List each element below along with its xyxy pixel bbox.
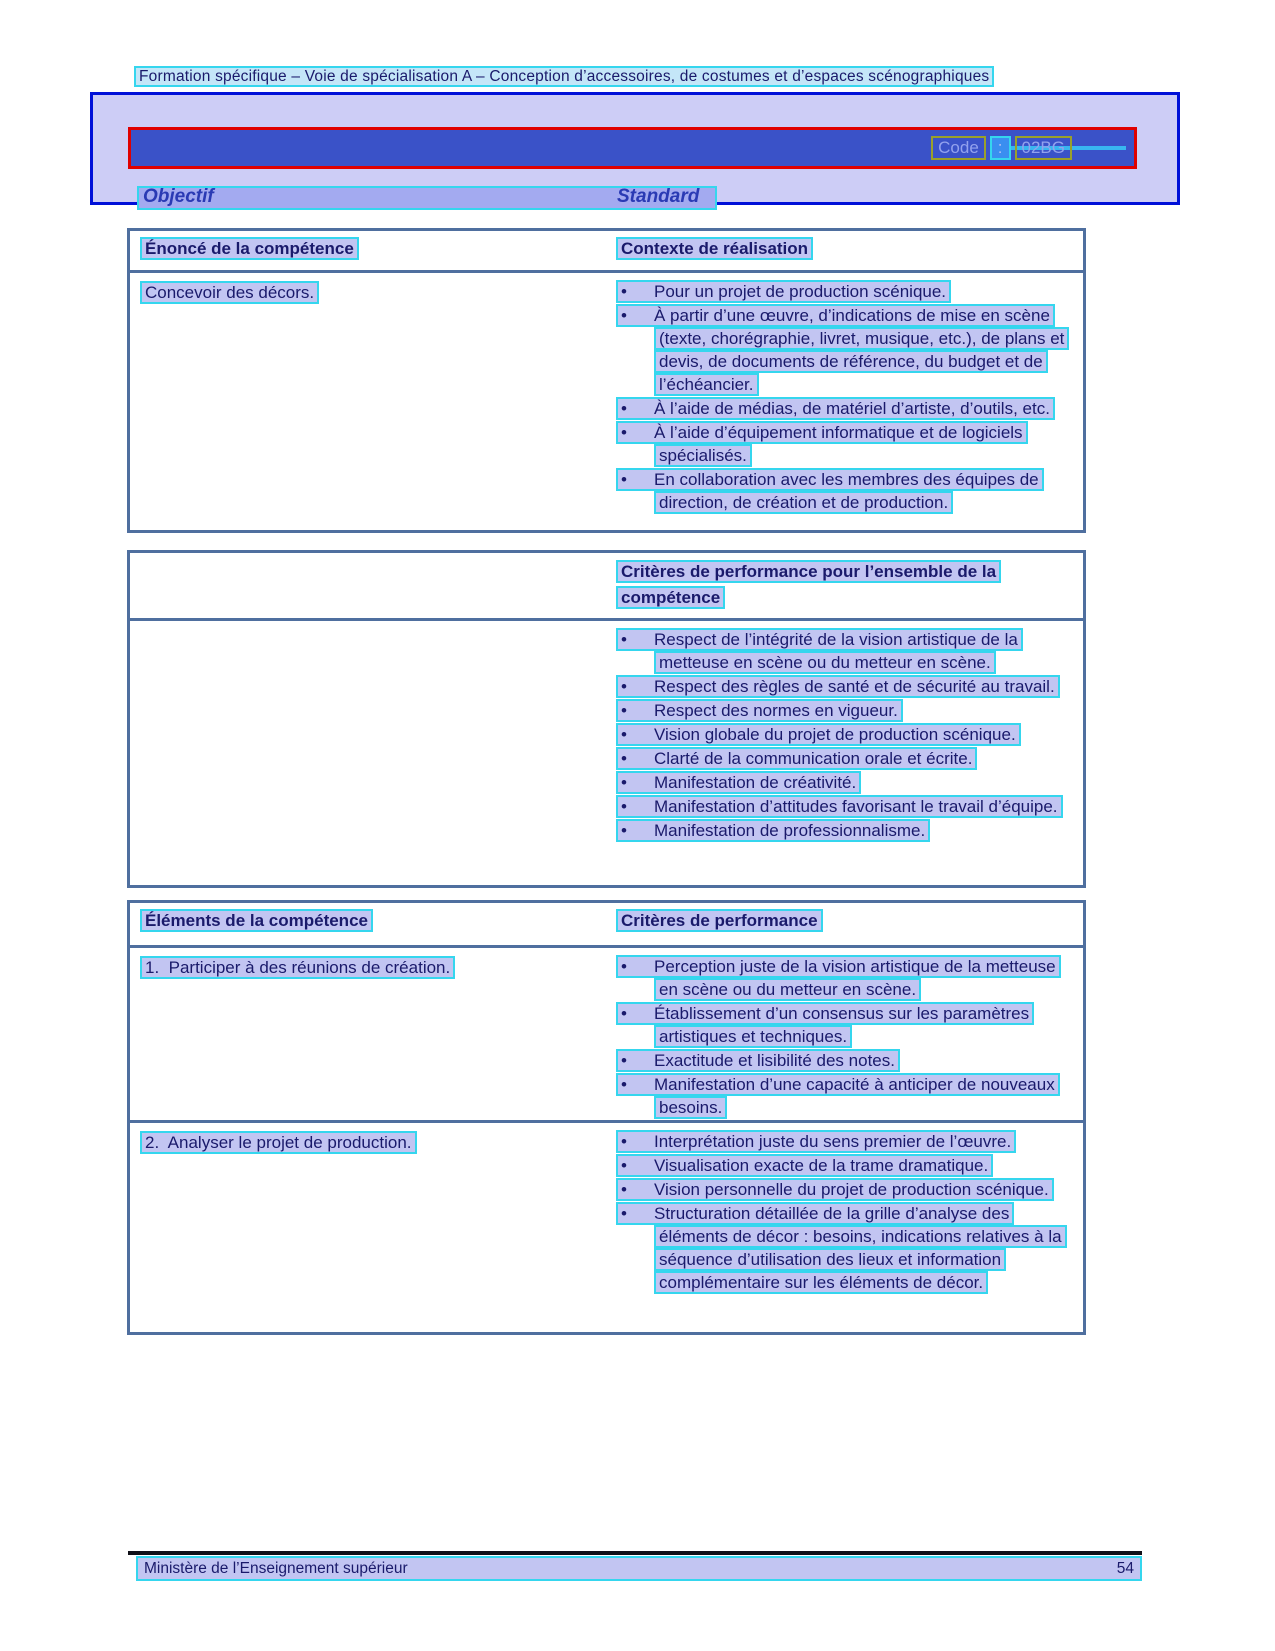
bullet-text: À l’aide de médias, de matériel d’artiste, d’outils, etc. [654,399,1050,418]
bullet-item [616,819,1077,842]
bullet-dot-icon: • [621,470,627,489]
bullet-dot-icon: • [621,1132,627,1151]
bullet-item [616,421,1077,467]
bullet-text: Visualisation exacte de la trame dramatique. [654,1156,989,1175]
bullet-text: En collaboration avec les membres des équipes de direction, de création et de production. [654,470,1039,512]
bullet-item [616,699,1077,722]
bullet-dot-icon: • [621,1204,627,1223]
bullet-text: Respect des normes en vigueur. [654,701,898,720]
code-value: 02BG [1015,136,1072,160]
code-label: Code [931,136,986,160]
element-cell [130,1123,608,1295]
bullet-item [616,1130,1077,1153]
bullet-dot-icon: • [621,957,627,976]
criteria-bullets-cell [608,948,1083,1120]
bullet-text: À partir d’une œuvre, d’indications de mise en scène (texte, chorégraphie, livret, musique, etc.), de plans et devis, de documents de référence, du budget et de l’échéancier. [654,306,1065,394]
bullet-text: Manifestation de professionnalisme. [654,821,926,840]
element-text: 2. Analyser le projet de production. [140,1131,417,1154]
bullet-dot-icon: • [621,423,627,442]
table-header-row [130,231,1083,273]
header-cell-criteres-ensemble: Critères de performance pour l’ensemble de la compétence [608,553,1078,618]
running-header-text: Formation spécifique – Voie de spécialisation A – Conception d’accessoires, de costumes et d’espaces scénographiques [134,66,994,87]
footer-bar [136,1556,1142,1581]
bullet-item [616,1002,1077,1048]
bullet-dot-icon: • [621,1180,627,1199]
bullet-dot-icon: • [621,773,627,792]
table-row [130,621,1083,843]
bullet-item [616,1073,1077,1119]
bullet-dot-icon: • [621,1156,627,1175]
bullet-dot-icon: • [621,630,627,649]
bullet-text: Interprétation juste du sens premier de l’œuvre. [654,1132,1012,1151]
bullet-dot-icon: • [621,677,627,696]
bullet-text: Exactitude et lisibilité des notes. [654,1051,895,1070]
element-text: 1. Participer à des réunions de création. [140,956,455,979]
bullet-text: Manifestation d’attitudes favorisant le travail d’équipe. [654,797,1058,816]
bullet-dot-icon: • [621,1051,627,1070]
bullet-dot-icon: • [621,1075,627,1094]
bullet-item [616,723,1077,746]
bullet-text: À l’aide d’équipement informatique et de logiciels spécialisés. [654,423,1023,465]
bullet-dot-icon: • [621,797,627,816]
running-header [134,68,1134,86]
bullet-dot-icon: • [621,399,627,418]
bullet-dot-icon: • [621,725,627,744]
bullet-text: Manifestation d’une capacité à anticiper de nouveaux besoins. [654,1075,1055,1117]
bullet-dot-icon: • [621,821,627,840]
header-cell-elements: Éléments de la compétence [130,903,608,945]
table-enonce-contexte [127,228,1086,533]
header-cell-empty [130,553,608,618]
competence-statement: Concevoir des décors. [140,281,319,304]
bullet-item [616,955,1077,1001]
code-row [931,136,1072,160]
bullet-text: Respect des règles de santé et de sécurité au travail. [654,677,1055,696]
competence-statement-cell [130,273,608,515]
bullet-text: Perception juste de la vision artistique de la metteuse en scène ou du metteur en scène. [654,957,1056,999]
bullet-item [616,280,1077,303]
bullet-item [616,675,1077,698]
bullet-item [616,795,1077,818]
header-cell-contexte: Contexte de réalisation [608,231,1083,270]
table-criteres-ensemble [127,550,1086,888]
bullet-item [616,628,1077,674]
footer-ministry: Ministère de l’Enseignement supérieur [144,1559,408,1577]
bullet-item [616,397,1077,420]
objectif-standard-bar [137,186,717,210]
bullet-item [616,304,1077,396]
bullet-dot-icon: • [621,282,627,301]
bullet-text: Respect de l’intégrité de la vision artistique de la metteuse en scène ou du metteur en scène. [654,630,1018,672]
bullet-text: Structuration détaillée de la grille d’analyse des éléments de décor : besoins, indications relatives à la séquence d’utilisation des lieux et information complémentaire sur les éléments de décor. [654,1204,1062,1292]
bullet-text: Manifestation de créativité. [654,773,857,792]
footer-divider [128,1551,1142,1555]
bullet-dot-icon: • [621,306,627,325]
bullet-item [616,1202,1077,1294]
header-cell-enonce: Énoncé de la compétence [130,231,608,270]
element-cell [130,948,608,1120]
bullet-dot-icon: • [621,701,627,720]
criteria-bullets-cell [608,1123,1083,1295]
bullet-item [616,1049,1077,1072]
bullet-text: Clarté de la communication orale et écrite. [654,749,973,768]
bullet-text: Vision personnelle du projet de production scénique. [654,1180,1049,1199]
bullet-item [616,468,1077,514]
table-row [130,273,1083,515]
bullet-text: Vision globale du projet de production scénique. [654,725,1016,744]
bullet-item [616,747,1077,770]
bullet-text: Pour un projet de production scénique. [654,282,947,301]
table-header-row [130,553,1083,621]
bullet-dot-icon: • [621,749,627,768]
standard-label: Standard [617,186,700,207]
bullet-text: Établissement d’un consensus sur les paramètres artistiques et techniques. [654,1004,1030,1046]
table-elements-criteres [127,900,1086,1335]
header-cell-criteres: Critères de performance [608,903,1083,945]
title-bar [128,127,1137,169]
bullet-item [616,771,1077,794]
empty-cell [130,621,608,843]
bullet-dot-icon: • [621,1004,627,1023]
code-separator: : [990,136,1011,160]
table-row-element-1 [130,948,1083,1120]
table-row-element-2 [130,1120,1083,1295]
footer-page-number: 54 [1116,1559,1134,1577]
table-header-row [130,903,1083,948]
criteria-bullets-cell [608,621,1083,843]
bullet-item [616,1154,1077,1177]
objectif-label: Objectif [143,186,214,207]
bullet-item [616,1178,1077,1201]
context-bullets-cell [608,273,1083,515]
